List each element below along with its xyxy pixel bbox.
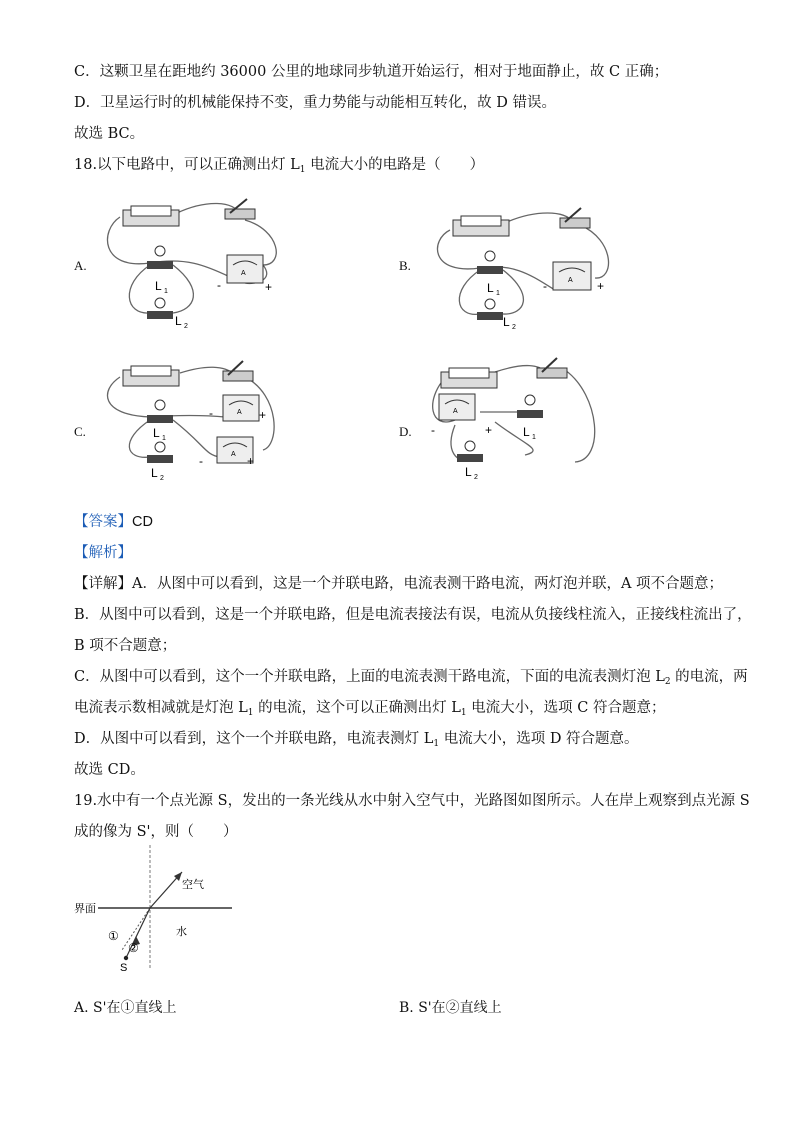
lamp-sub: 1 bbox=[532, 434, 536, 441]
minus-sign: - bbox=[543, 279, 547, 293]
detail-c2-b: 的电流，这个可以正确测出灯 L bbox=[253, 700, 461, 716]
plus-sign: + bbox=[597, 279, 605, 293]
circuit-diagram-c bbox=[95, 355, 285, 485]
plus-sign: + bbox=[485, 423, 493, 437]
source-label: S bbox=[120, 962, 128, 974]
question-19-line1: 19.水中有一个点光源 S，发出的一条光线从水中射入空气中，光路图如图所示。人在岸上观察到点光源 S bbox=[74, 793, 750, 809]
switch bbox=[223, 361, 253, 381]
meter-symbol: A bbox=[241, 270, 246, 277]
lamp-sub: 2 bbox=[474, 474, 478, 481]
battery-box bbox=[123, 206, 179, 226]
minus-sign: - bbox=[199, 454, 203, 468]
switch bbox=[537, 358, 567, 378]
ammeter bbox=[227, 255, 263, 283]
plus-sign: + bbox=[247, 454, 255, 468]
lamp-label-l: L bbox=[175, 314, 182, 328]
detail-c2-a: 电流表示数相减就是灯泡 L bbox=[74, 700, 248, 716]
detail-d-post: 电流大小，选项 D 符合题意。 bbox=[439, 731, 639, 747]
bulb-l1 bbox=[147, 400, 173, 423]
detail-c1-pre: C．从图中可以看到，这个一个并联电路，上面的电流表测干路电流，下面的电流表测灯泡 L bbox=[74, 669, 665, 685]
ammeter-top bbox=[223, 395, 259, 421]
circuit-option-b-label: B. bbox=[399, 258, 411, 273]
ammeter bbox=[439, 394, 475, 420]
detail-c2-sub1: 1 bbox=[247, 708, 254, 718]
circuit-option-c-label: C. bbox=[74, 424, 86, 439]
battery-box bbox=[441, 368, 497, 388]
meter-symbol: A bbox=[453, 408, 458, 415]
minus-sign: - bbox=[209, 406, 213, 420]
switch bbox=[560, 208, 590, 228]
bulb-l1 bbox=[517, 395, 543, 418]
lamp-sub: 1 bbox=[162, 435, 166, 442]
analysis-tag: 【解析】 bbox=[74, 545, 132, 561]
question-18 bbox=[74, 155, 484, 180]
ray-1-label: ① bbox=[108, 929, 119, 943]
q19-option-a: A. S'在①直线上 bbox=[74, 1000, 177, 1016]
switch bbox=[225, 199, 255, 219]
detail-c-2 bbox=[74, 698, 666, 723]
meter-symbol: A bbox=[237, 409, 242, 416]
q18-text-post: 电流大小的电路是（ ） bbox=[305, 157, 485, 173]
lamp-label-l: L bbox=[523, 425, 530, 439]
prev-answer-d: D．卫星运行时的机械能保持不变，重力势能与动能相互转化，故 D 错误。 bbox=[74, 95, 556, 111]
circuit-option-d-label: D. bbox=[399, 424, 412, 439]
lamp-label-l: L bbox=[487, 281, 494, 295]
answer-value: CD bbox=[132, 514, 153, 530]
detail-d bbox=[74, 729, 639, 754]
meter-symbol: A bbox=[568, 277, 573, 284]
bulb-l1 bbox=[477, 251, 503, 274]
detail-b-1: B．从图中可以看到，这是一个并联电路，但是电流表接法有误，电流从负接线柱流入，正接线柱流出了， bbox=[74, 607, 752, 623]
q19-option-b: B. S'在②直线上 bbox=[399, 1000, 502, 1016]
detail-c1-sub: 2 bbox=[664, 677, 671, 687]
detail-a bbox=[74, 574, 723, 594]
detail-a-text: A．从图中可以看到，这是一个并联电路，电流表测干路电流，两灯泡并联，A 项不合题意； bbox=[132, 576, 724, 592]
minus-sign: - bbox=[217, 278, 221, 292]
plus-sign: + bbox=[265, 280, 273, 294]
lamp-label-l: L bbox=[155, 279, 162, 293]
lamp-label-l: L bbox=[153, 426, 160, 440]
lamp-sub: 2 bbox=[184, 323, 188, 330]
prev-choice: 故选 BC。 bbox=[74, 126, 145, 142]
bulb-l2 bbox=[147, 298, 173, 319]
minus-sign: - bbox=[431, 423, 435, 437]
lamp-sub: 2 bbox=[512, 324, 516, 331]
lamp-label-l: L bbox=[503, 315, 510, 329]
q18-sub: 1 bbox=[299, 165, 306, 175]
water-label: 水 bbox=[176, 926, 187, 938]
lamp-label-l: L bbox=[151, 466, 158, 480]
bulb-l1 bbox=[147, 246, 173, 269]
detail-b-2: B 项不合题意； bbox=[74, 638, 177, 654]
bulb-l2 bbox=[477, 299, 503, 320]
lamp-sub: 1 bbox=[496, 290, 500, 297]
battery-box bbox=[123, 366, 179, 386]
circuit-diagram-a bbox=[95, 195, 285, 335]
battery-box bbox=[453, 216, 509, 236]
q18-text-pre: 18.以下电路中，可以正确测出灯 L bbox=[74, 157, 300, 173]
interface-label: 界面 bbox=[74, 903, 96, 915]
detail-d-sub: 1 bbox=[433, 739, 440, 749]
prev-answer-c: C．这颗卫星在距地约 36000 公里的地球同步轨道开始运行，相对于地面静止，故 C 正确； bbox=[74, 64, 669, 80]
circuit-option-a-label: A. bbox=[74, 258, 87, 273]
circuit-diagram-d bbox=[425, 350, 615, 490]
answer-line bbox=[74, 512, 153, 532]
point-source bbox=[124, 956, 128, 960]
air-label: 空气 bbox=[182, 879, 204, 891]
lamp-label-l: L bbox=[465, 465, 472, 479]
circuit-diagram-b bbox=[425, 200, 615, 335]
ray-2-label: ② bbox=[128, 941, 139, 955]
bulb-l2 bbox=[457, 441, 483, 462]
lamp-sub: 1 bbox=[164, 288, 168, 295]
detail-c-1 bbox=[74, 667, 748, 692]
detail-tag: 【详解】 bbox=[74, 576, 132, 592]
detail-c1-post: 的电流，两 bbox=[670, 669, 748, 685]
answer-tag: 【答案】 bbox=[74, 514, 132, 530]
detail-d-pre: D．从图中可以看到，这个一个并联电路，电流表测灯 L bbox=[74, 731, 434, 747]
meter-symbol: A bbox=[231, 451, 236, 458]
ammeter bbox=[553, 262, 591, 290]
question-19-line2: 成的像为 S'，则（ ） bbox=[74, 824, 238, 840]
bulb-l2 bbox=[147, 442, 173, 463]
detail-c2-c: 电流大小，选项 C 符合题意； bbox=[466, 700, 666, 716]
lamp-sub: 2 bbox=[160, 475, 164, 482]
choose-cd: 故选 CD。 bbox=[74, 762, 145, 778]
refraction-diagram bbox=[70, 840, 240, 975]
plus-sign: + bbox=[259, 408, 267, 422]
detail-c2-sub2: 1 bbox=[460, 708, 467, 718]
